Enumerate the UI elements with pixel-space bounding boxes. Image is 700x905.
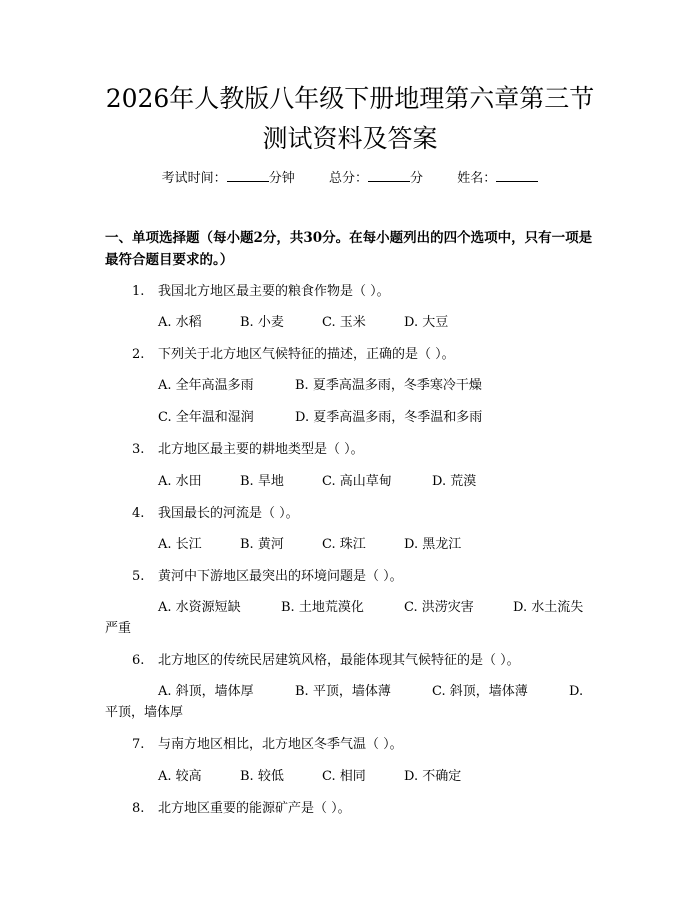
option-d[interactable]: D. 不确定 — [404, 769, 462, 784]
question-5 — [132, 567, 403, 587]
option-a[interactable]: A. 水田 — [158, 474, 202, 489]
score-label: 总分： — [328, 171, 368, 186]
option-b[interactable]: B. 土地荒漠化 — [281, 600, 364, 615]
question-1 — [132, 282, 390, 302]
option-a[interactable]: A. 斜顶，墙体厚 — [158, 684, 254, 699]
time-unit: 分钟 — [268, 171, 295, 186]
name-label: 姓名： — [457, 171, 497, 186]
question-text: 黄河中下游地区最突出的环境问题是（ ）。 — [158, 569, 403, 584]
question-number: 5. — [132, 569, 145, 584]
option-b[interactable]: B. 较低 — [240, 769, 284, 784]
question-2-options-row-1 — [158, 376, 482, 396]
page-title-line-2: 测试资料及答案 — [262, 124, 438, 153]
option-b[interactable]: B. 小麦 — [240, 315, 284, 330]
question-3-options — [158, 472, 476, 492]
question-4 — [132, 504, 299, 524]
option-a[interactable]: A. 较高 — [158, 769, 202, 784]
option-d[interactable]: D. — [569, 684, 584, 699]
question-7-options — [158, 767, 461, 787]
question-number: 8. — [132, 801, 145, 816]
question-6-option-d-wrap: 平顶，墙体厚 — [105, 705, 184, 720]
question-7 — [132, 735, 403, 755]
score-blank — [368, 167, 410, 182]
score-unit: 分 — [410, 171, 424, 186]
option-d[interactable]: D. 夏季高温多雨，冬季温和多雨 — [295, 410, 483, 425]
question-number: 1. — [132, 284, 145, 299]
question-4-options — [158, 535, 461, 555]
question-text: 我国北方地区最主要的粮食作物是（ ）。 — [158, 284, 390, 299]
option-c[interactable]: C. 洪涝灾害 — [404, 600, 474, 615]
name-blank — [496, 167, 538, 182]
option-c[interactable]: C. 高山草甸 — [322, 474, 392, 489]
question-number: 3. — [132, 442, 145, 457]
option-d[interactable]: D. 水土流失 — [513, 600, 584, 615]
option-b[interactable]: B. 旱地 — [240, 474, 284, 489]
question-8 — [132, 799, 351, 819]
option-a[interactable]: A. 长江 — [158, 537, 202, 552]
exam-meta — [0, 167, 700, 189]
question-text: 北方地区最主要的耕地类型是（ ）。 — [158, 442, 364, 457]
question-text: 我国最长的河流是（ ）。 — [158, 506, 299, 521]
question-1-options — [158, 313, 448, 333]
option-b[interactable]: B. 平顶，墙体薄 — [295, 684, 391, 699]
question-number: 6. — [132, 653, 145, 668]
option-c[interactable]: C. 全年温和湿润 — [158, 410, 254, 425]
section-heading: 一、单项选择题（每小题2分，共30分。在每小题列出的四个选项中，只有一项是最符合题目要求的。） — [105, 230, 593, 268]
option-c[interactable]: C. 玉米 — [322, 315, 366, 330]
question-5-option-d-wrap: 严重 — [105, 621, 132, 636]
option-a[interactable]: A. 全年高温多雨 — [158, 378, 254, 393]
option-c[interactable]: C. 相同 — [322, 769, 366, 784]
question-5-options — [158, 598, 583, 618]
question-text: 下列关于北方地区气候特征的描述，正确的是（ ）。 — [158, 347, 455, 362]
question-2-options-row-2 — [158, 408, 482, 428]
option-c[interactable]: C. 珠江 — [322, 537, 366, 552]
question-text: 与南方地区相比，北方地区冬季气温（ ）。 — [158, 737, 403, 752]
question-2 — [132, 345, 455, 365]
question-6-options — [158, 682, 583, 702]
question-text: 北方地区的传统民居建筑风格，最能体现其气候特征的是（ ）。 — [158, 653, 520, 668]
option-d[interactable]: D. 大豆 — [404, 315, 449, 330]
page-title-line-1: 2026年人教版八年级下册地理第六章第三节 — [105, 84, 595, 113]
option-a[interactable]: A. 水稻 — [158, 315, 202, 330]
question-6 — [132, 651, 520, 671]
option-b[interactable]: B. 夏季高温多雨，冬季寒冷干燥 — [295, 378, 482, 393]
question-3 — [132, 440, 364, 460]
option-c[interactable]: C. 斜顶，墙体薄 — [432, 684, 528, 699]
question-number: 7. — [132, 737, 145, 752]
question-number: 4. — [132, 506, 145, 521]
option-a[interactable]: A. 水资源短缺 — [158, 600, 241, 615]
option-d[interactable]: D. 黑龙江 — [404, 537, 462, 552]
time-label: 考试时间： — [161, 171, 227, 186]
option-d[interactable]: D. 荒漠 — [432, 474, 477, 489]
question-number: 2. — [132, 347, 145, 362]
option-b[interactable]: B. 黄河 — [240, 537, 284, 552]
question-text: 北方地区重要的能源矿产是（ ）。 — [158, 801, 351, 816]
time-blank — [227, 167, 269, 182]
